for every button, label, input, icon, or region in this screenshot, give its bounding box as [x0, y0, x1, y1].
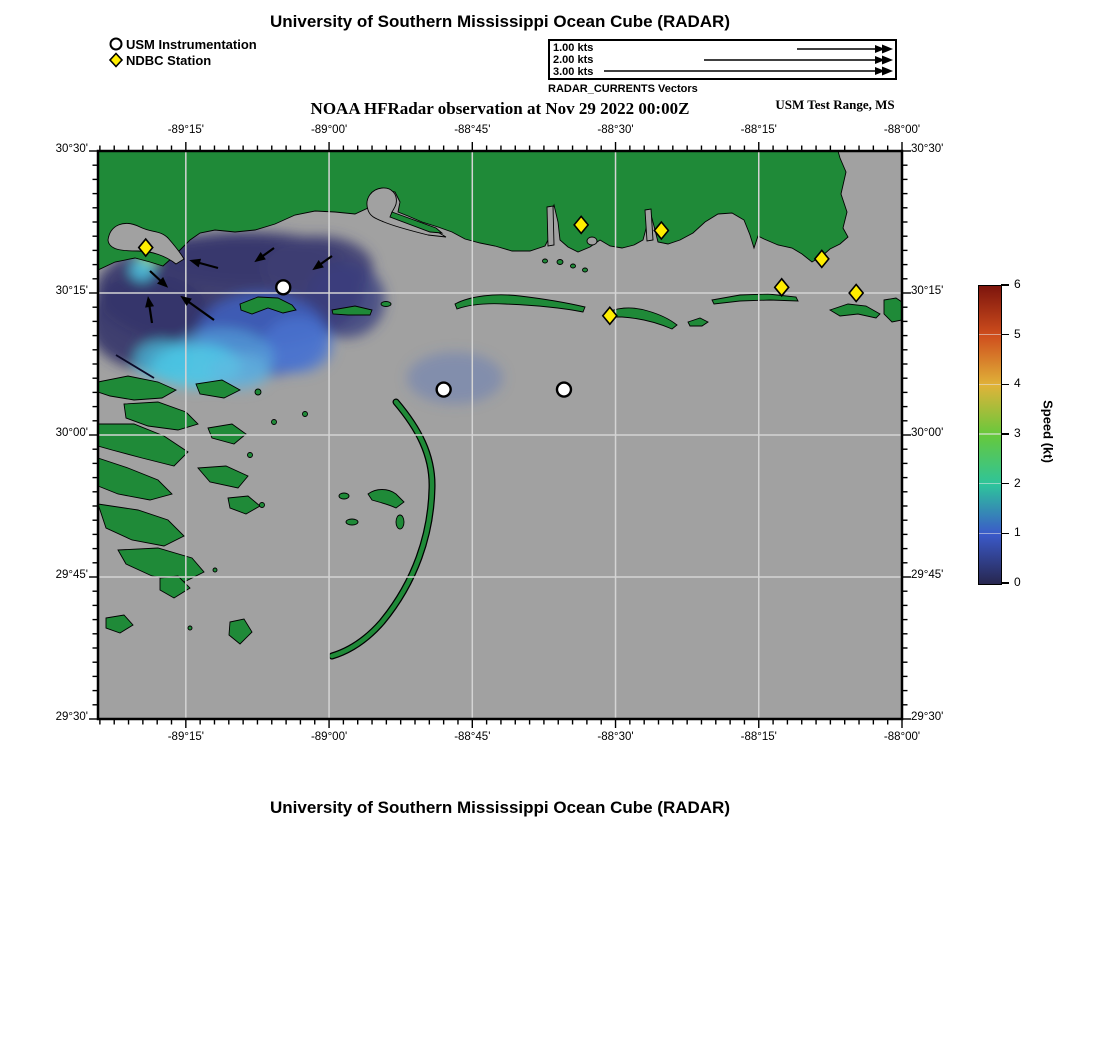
legend-label: NDBC Station [126, 52, 212, 68]
usm-circle-icon [108, 36, 126, 52]
lon-tick-label: -89°00' [310, 731, 348, 743]
footer-title: University of Southern Mississippi Ocean Cube (RADAR) [269, 798, 730, 817]
islet [571, 264, 576, 268]
legend-item-usm [108, 36, 257, 52]
lon-tick-label: -88°30' [597, 731, 634, 743]
colorbar-tick [1001, 334, 1009, 336]
lat-tick-label: 29°45' [55, 569, 88, 581]
scale-arrows [550, 41, 895, 78]
vector-scale-caption: RADAR_CURRENTS Vectors [548, 83, 698, 95]
lat-tick-label: 30°15' [55, 285, 88, 297]
legend-item-ndbc [108, 52, 257, 68]
scale-row-label: 2.00 kts [553, 54, 594, 66]
colorbar-tick [1001, 533, 1009, 535]
colorbar-tick [1001, 582, 1009, 584]
lon-tick-label: -89°00' [310, 124, 348, 136]
colorbar-tick [1001, 384, 1009, 386]
lat-tick-label: 29°45' [911, 569, 944, 581]
lon-tick-label: -89°15' [167, 731, 204, 743]
lat-tick-label: 29°30' [911, 711, 944, 723]
scale-row-label: 1.00 kts [553, 42, 594, 54]
lat-tick-label: 29°30' [55, 711, 88, 723]
vector-scale-box [548, 39, 897, 80]
colorbar-tick-label: 1 [1014, 525, 1021, 540]
lat-tick-label: 30°30' [55, 143, 88, 155]
colorbar-gridline [979, 483, 1001, 484]
usm-station-marker [276, 280, 290, 294]
lon-tick-label: -88°30' [597, 124, 634, 136]
colorbar-axis-label: Speed (kt) [1040, 400, 1056, 463]
colorbar-tick-label: 2 [1014, 475, 1021, 490]
colorbar-tick [1001, 284, 1009, 286]
colorbar-tick-label: 6 [1014, 277, 1021, 291]
colorbar-tick-label: 4 [1014, 376, 1021, 391]
usm-station-marker [557, 383, 571, 397]
islet [381, 302, 391, 307]
islet [557, 260, 563, 265]
ndbc-diamond-icon [108, 52, 126, 68]
legend-label: USM Instrumentation [126, 36, 257, 52]
colorbar [978, 285, 1002, 585]
scale-row-label: 3.00 kts [553, 66, 594, 78]
lon-tick-label: -88°15' [740, 731, 777, 743]
lon-tick-label: -88°45' [454, 124, 491, 136]
lat-tick-label: 30°00' [55, 427, 88, 439]
colorbar-gridline [979, 533, 1001, 534]
colorbar-tick [1001, 483, 1009, 485]
coastal-pond [587, 237, 597, 245]
colorbar-gridline [979, 384, 1001, 385]
lon-tick-label: -88°00' [883, 731, 921, 743]
lat-tick-label: 30°30' [911, 143, 944, 155]
colorbar-tick-label: 0 [1014, 575, 1021, 589]
lon-tick-label: -88°45' [454, 731, 491, 743]
lon-tick-label: -89°15' [167, 124, 204, 136]
biloxi-inlet [547, 206, 554, 246]
lat-tick-label: 30°15' [911, 285, 944, 297]
colorbar-tick [1001, 433, 1009, 435]
islet [543, 259, 548, 263]
islet [583, 268, 588, 272]
colorbar-tick-label: 3 [1014, 426, 1021, 440]
test-range-label: USM Test Range, MS [775, 97, 895, 112]
usm-station-marker [437, 383, 451, 397]
map-legend [108, 36, 257, 68]
lat-tick-label: 30°00' [911, 427, 944, 439]
observation-subtitle: NOAA HFRadar observation at Nov 29 2022 00:00Z [310, 99, 690, 118]
colorbar-tick-label: 5 [1014, 326, 1021, 341]
lon-tick-label: -88°15' [740, 124, 777, 136]
page-title: University of Southern Mississippi Ocean Cube (RADAR) [269, 12, 730, 31]
colorbar-gridline [979, 334, 1001, 335]
colorbar-gridline [979, 433, 1001, 434]
lon-tick-label: -88°00' [883, 124, 921, 136]
